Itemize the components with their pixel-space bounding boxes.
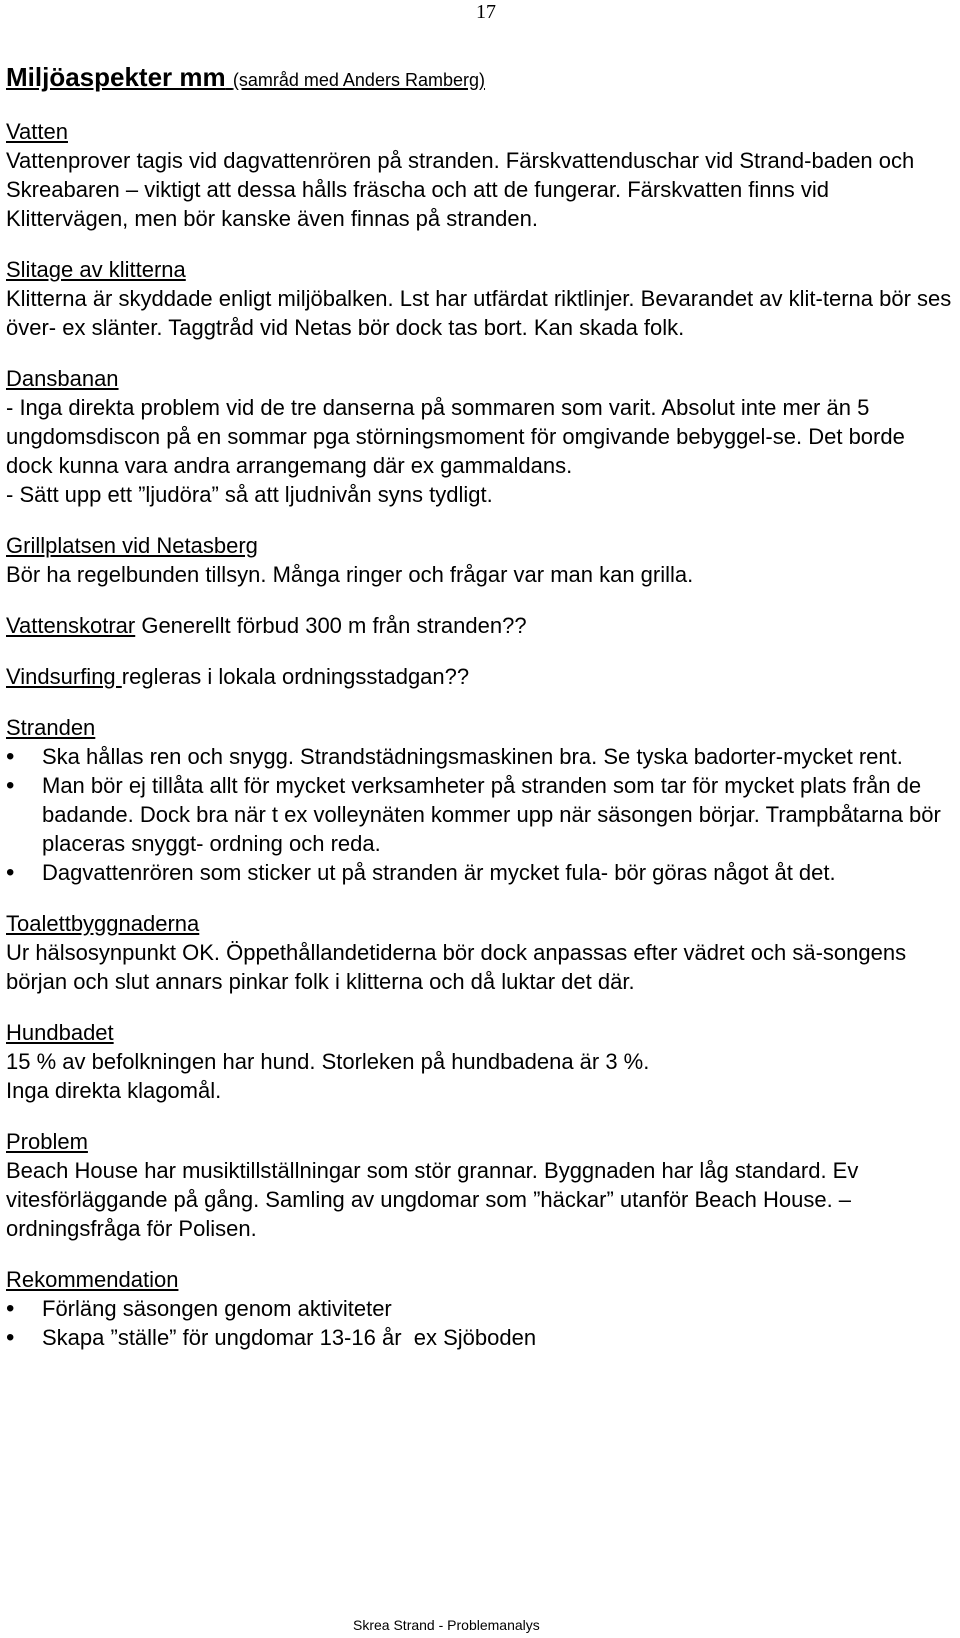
section-text: regleras i lokala ordningsstadgan?? [121, 664, 470, 689]
section-text: Klitterna är skyddade enligt miljöbalken. Lst har utfärdat riktlinjer. Bevarandet av klit-terna bör ses över- ex slänter. Taggtråd vid Netas bör dock tas bort. Kan skada folk. [6, 286, 952, 340]
section-grillplatsen [6, 531, 954, 589]
title-text: Miljöaspekter mm [6, 62, 226, 92]
section-heading: Rekommendation [6, 1267, 179, 1292]
list-item: • Ska hållas ren och snygg. Strandstädningsmaskinen bra. Se tyska badorter-mycket rent. [6, 742, 954, 771]
section-rekommendation [6, 1265, 954, 1352]
section-heading: Vattenskotrar [6, 613, 136, 638]
section-text: - Sätt upp ett ”ljudöra” så att ljudnivån syns tydligt. [6, 482, 493, 507]
section-heading: Hundbadet [6, 1020, 114, 1045]
title-note: (samråd med Anders Ramberg) [232, 70, 485, 90]
list-item: • Skapa ”ställe” för ungdomar 13-16 år ex Sjöboden [6, 1323, 954, 1352]
section-heading: Dansbanan [6, 366, 119, 391]
section-heading: Stranden [6, 715, 96, 740]
list-item: • Man bör ej tillåta allt för mycket verksamheter på stranden som tar för mycket plats från de badande. Dock bra när t ex volleynäten kommer upp när säsongen börjar. Trampbåtarna bör placeras snyggt- ordning och reda. [6, 771, 954, 858]
section-text: Inga direkta klagomål. [6, 1078, 222, 1103]
section-text: Ur hälsosynpunkt OK. Öppethållandetiderna bör dock anpassas efter vädret och sä-songens början och slut annars pinkar folk i klitterna och då luktar det där. [6, 940, 907, 994]
section-heading: Vatten [6, 119, 68, 144]
section-hundbadet [6, 1018, 954, 1105]
section-toaletter [6, 909, 954, 996]
list-item: • Dagvattenrören som sticker ut på stranden är mycket fula- bör göras något åt det. [6, 858, 954, 887]
section-heading: Vindsurfing [6, 664, 122, 689]
section-heading: Slitage av klitterna [6, 257, 186, 282]
document-body [6, 60, 954, 1374]
section-text: Beach House har musiktillställningar som stör grannar. Byggnaden har låg standard. Ev vitesförläggande på gång. Samling av ungdomar som ”häckar” utanför Beach House. – ordningsfråga för Polisen. [6, 1158, 859, 1241]
section-slitage [6, 255, 954, 342]
section-text: Vattenprover tagis vid dagvattenrören på stranden. Färskvattenduschar vid Strand-baden och Skreabaren – viktigt att dessa hålls fräscha och att de fungerar. Färskvatten finns vid Klittervägen, men bör kanske även finnas på stranden. [6, 148, 915, 231]
section-heading: Problem [6, 1129, 88, 1154]
section-heading: Grillplatsen vid Netasberg [6, 533, 258, 558]
section-text: 15 % av befolkningen har hund. Storleken på hundbadena är 3 %. [6, 1049, 650, 1074]
list-item: • Förläng säsongen genom aktiviteter [6, 1294, 954, 1323]
section-stranden [6, 713, 954, 887]
section-text: Bör ha regelbunden tillsyn. Många ringer och frågar var man kan grilla. [6, 562, 694, 587]
bullet-list [6, 1294, 954, 1352]
section-text: - Inga direkta problem vid de tre danserna på sommaren som varit. Absolut inte mer än 5 ungdomsdiscon på en sommar pga störningsmoment för omgivande bebyggel-se. Det borde dock kunna vara andra arrangemang där ex gammaldans. [6, 395, 905, 478]
bullet-list [6, 742, 954, 887]
section-vattenskotrar [6, 611, 954, 640]
section-vindsurfing [6, 662, 954, 691]
section-text: Generellt förbud 300 m från stranden?? [135, 613, 527, 638]
page-number: 17 [476, 1, 496, 23]
page-footer: Skrea Strand - Problemanalys [353, 1617, 540, 1633]
section-dansbanan [6, 364, 954, 509]
section-problem [6, 1127, 954, 1243]
section-vatten [6, 117, 954, 233]
page-title [6, 60, 954, 97]
section-heading: Toalettbyggnaderna [6, 911, 200, 936]
